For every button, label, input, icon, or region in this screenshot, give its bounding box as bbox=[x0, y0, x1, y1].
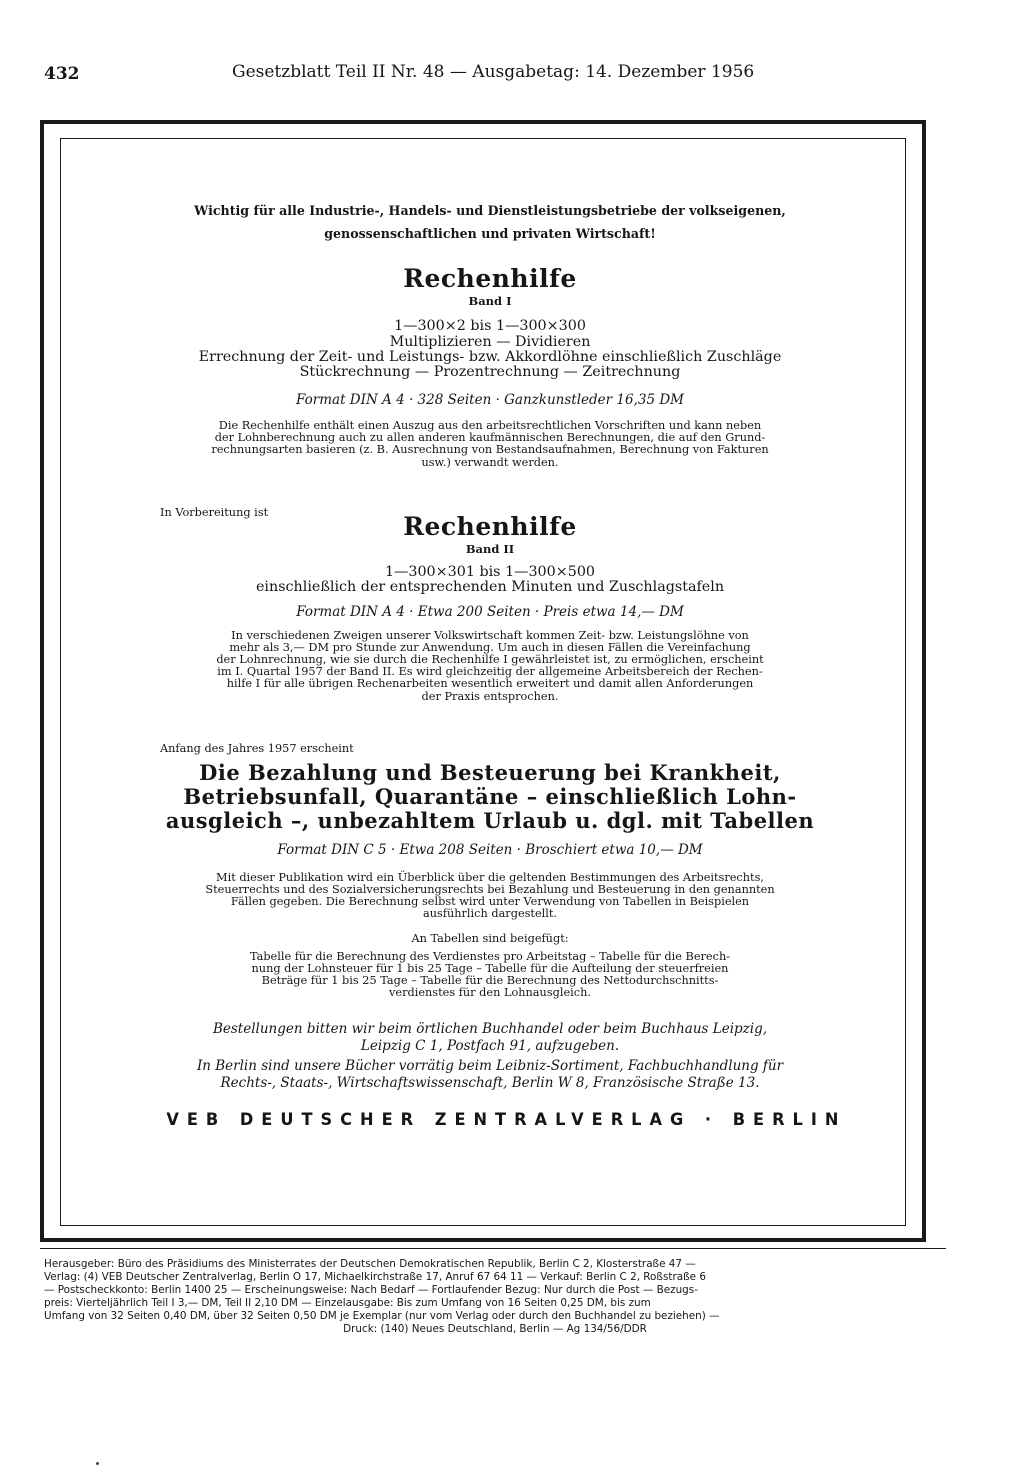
intro-line-1: Wichtig für alle Industrie-, Handels- und Dienstleistungsbetriebe der volkseigenen, bbox=[194, 203, 786, 218]
book3-desc-3: Fällen gegeben. Die Berechnung selbst wird unter Verwendung von Tabellen in Beispielen bbox=[230, 895, 750, 908]
order-line-3: In Berlin sind unsere Bücher vorrätig beim Leibniz-Sortiment, Fachbuchhandlung für bbox=[196, 1058, 784, 1074]
book3-table-2: nung der Lohnsteuer für 1 bis 25 Tage – Tabelle für die Aufteilung der steuerfreien bbox=[251, 962, 729, 975]
book2-format: Format DIN A 4 · Etwa 200 Seiten · Preis etwa 14,— DM bbox=[296, 604, 684, 620]
imprint-line-2: Verlag: (4) VEB Deutscher Zentralverlag, Berlin O 17, Michaelkirchstraße 17, Anruf 67 64 11 — Verkauf: Berlin C 2, Roßstraße 6 bbox=[44, 1271, 706, 1283]
book1-desc-1: Die Rechenhilfe enthält einen Auszug aus den arbeitsrechtlichen Vorschriften und kann neben bbox=[218, 419, 762, 432]
book3-title-3: ausgleich –, unbezahltem Urlaub u. dgl. mit Tabellen bbox=[165, 808, 815, 833]
print-speck bbox=[96, 1462, 99, 1465]
book2-band: Band II bbox=[465, 542, 515, 556]
imprint bbox=[44, 1258, 946, 1336]
book2-prefix: In Vorbereitung ist bbox=[160, 506, 269, 519]
imprint-line-1: Herausgeber: Büro des Präsidiums des Ministerrates der Deutschen Demokratischen Republik, Berlin C 2, Klosterstraße 47 — bbox=[44, 1258, 696, 1270]
publisher-name: VEB DEUTSCHER ZENTRALVERLAG · BERLIN bbox=[166, 1110, 847, 1130]
book3-format: Format DIN C 5 · Etwa 208 Seiten · Broschiert etwa 10,— DM bbox=[277, 842, 703, 858]
order-line-1: Bestellungen bitten wir beim örtlichen Buchhandel oder beim Buchhaus Leipzig, bbox=[212, 1021, 768, 1037]
order-line-2: Leipzig C 1, Postfach 91, aufzugeben. bbox=[360, 1038, 620, 1054]
book2-line-2: einschließlich der entsprechenden Minuten und Zuschlagstafeln bbox=[255, 579, 725, 595]
imprint-line-3: — Postscheckkonto: Berlin 1400 25 — Erscheinungsweise: Nach Bedarf — Fortlaufender Bezug: Nur durch die Post — Bezugs- bbox=[44, 1284, 698, 1296]
book3-table-3: Beträge für 1 bis 25 Tage – Tabelle für die Berechnung des Nettodurchschnitts- bbox=[261, 974, 719, 987]
book3-table-4: verdienstes für den Lohnausgleich. bbox=[389, 986, 591, 999]
book1-line-3: Errechnung der Zeit- und Leistungs- bzw. Akkordlöhne einschließlich Zuschläge bbox=[198, 349, 782, 365]
book3-desc-1: Mit dieser Publikation wird ein Überblick über die geltenden Bestimmungen des Arbeitsrechts, bbox=[216, 871, 764, 884]
book1-desc-3: rechnungsarten basieren (z. B. Ausrechnung von Bestandsaufnahmen, Berechnung von Fakturen bbox=[211, 443, 769, 456]
book2-desc-1: In verschiedenen Zweigen unserer Volkswirtschaft kommen Zeit- bzw. Leistungslöhne von bbox=[231, 629, 749, 642]
book1-band: Band I bbox=[468, 294, 512, 308]
page-number: 432 bbox=[44, 64, 80, 84]
book1-line-1: 1—300×2 bis 1—300×300 bbox=[394, 318, 586, 334]
running-head: Gesetzblatt Teil II Nr. 48 — Ausgabetag: 14. Dezember 1956 bbox=[232, 62, 755, 82]
book3-title-1: Die Bezahlung und Besteuerung bei Krankheit, bbox=[199, 760, 781, 785]
book3-prefix: Anfang des Jahres 1957 erscheint bbox=[160, 742, 354, 755]
book1-desc-2: der Lohnberechnung auch zu allen anderen kaufmännischen Berechnungen, die auf den Grund- bbox=[214, 431, 766, 444]
book3-desc-2: Steuerrechts und des Sozialversicherungsrechts bei Bezahlung und Besteuerung in den genannten bbox=[205, 883, 775, 896]
book3-tables-heading: An Tabellen sind beigefügt: bbox=[411, 932, 569, 945]
book3-title-2: Betriebsunfall, Quarantäne – einschließlich Lohn- bbox=[183, 784, 797, 809]
book1-line-4: Stückrechnung — Prozentrechnung — Zeitrechnung bbox=[299, 364, 681, 380]
book2-desc-6: der Praxis entsprochen. bbox=[421, 690, 559, 703]
book3-desc-4: ausführlich dargestellt. bbox=[422, 907, 558, 920]
book1-desc-4: usw.) verwandt werden. bbox=[421, 456, 559, 469]
book2-desc-3: der Lohnrechnung, wie sie durch die Rechenhilfe I gewährleistet ist, zu ermöglichen, erscheint bbox=[216, 653, 764, 666]
book1-title: Rechenhilfe bbox=[403, 264, 577, 293]
book2-desc-5: hilfe I für alle übrigen Rechenarbeiten wesentlich erweitert und damit allen Anforderungen bbox=[226, 677, 754, 690]
book2-desc-2: mehr als 3,— DM pro Stunde zur Anwendung. Um auch in diesen Fällen die Vereinfachung bbox=[229, 641, 751, 654]
book2-desc-4: im I. Quartal 1957 der Band II. Es wird gleichzeitig der allgemeine Arbeitsbereich der Rechen- bbox=[217, 665, 763, 678]
imprint-line-5: Umfang von 32 Seiten 0,40 DM, über 32 Seiten 0,50 DM je Exemplar (nur vom Verlag oder durch den Buchhandel zu beziehen) — bbox=[44, 1310, 720, 1322]
book3-table-1: Tabelle für die Berechnung des Verdienstes pro Arbeitstag – Tabelle für die Berech- bbox=[249, 950, 731, 963]
book1-line-2: Multiplizieren — Dividieren bbox=[389, 334, 591, 350]
intro-line-2: genossenschaftlichen und privaten Wirtschaft! bbox=[324, 226, 656, 241]
book2-title: Rechenhilfe bbox=[403, 512, 577, 541]
imprint-line-4: preis: Vierteljährlich Teil I 3,— DM, Teil II 2,10 DM — Einzelausgabe: Bis zum Umfang von 16 Seiten 0,25 DM, bis zum bbox=[44, 1297, 651, 1309]
order-line-4: Rechts-, Staats-, Wirtschaftswissenschaft, Berlin W 8, Französische Straße 13. bbox=[220, 1075, 760, 1091]
book1-format: Format DIN A 4 · 328 Seiten · Ganzkunstleder 16,35 DM bbox=[296, 392, 684, 408]
book2-line-1: 1—300×301 bis 1—300×500 bbox=[384, 564, 596, 580]
footer-rule bbox=[40, 1248, 946, 1249]
imprint-line-6: Druck: (140) Neues Deutschland, Berlin — Ag 134/56/DDR bbox=[343, 1323, 647, 1335]
